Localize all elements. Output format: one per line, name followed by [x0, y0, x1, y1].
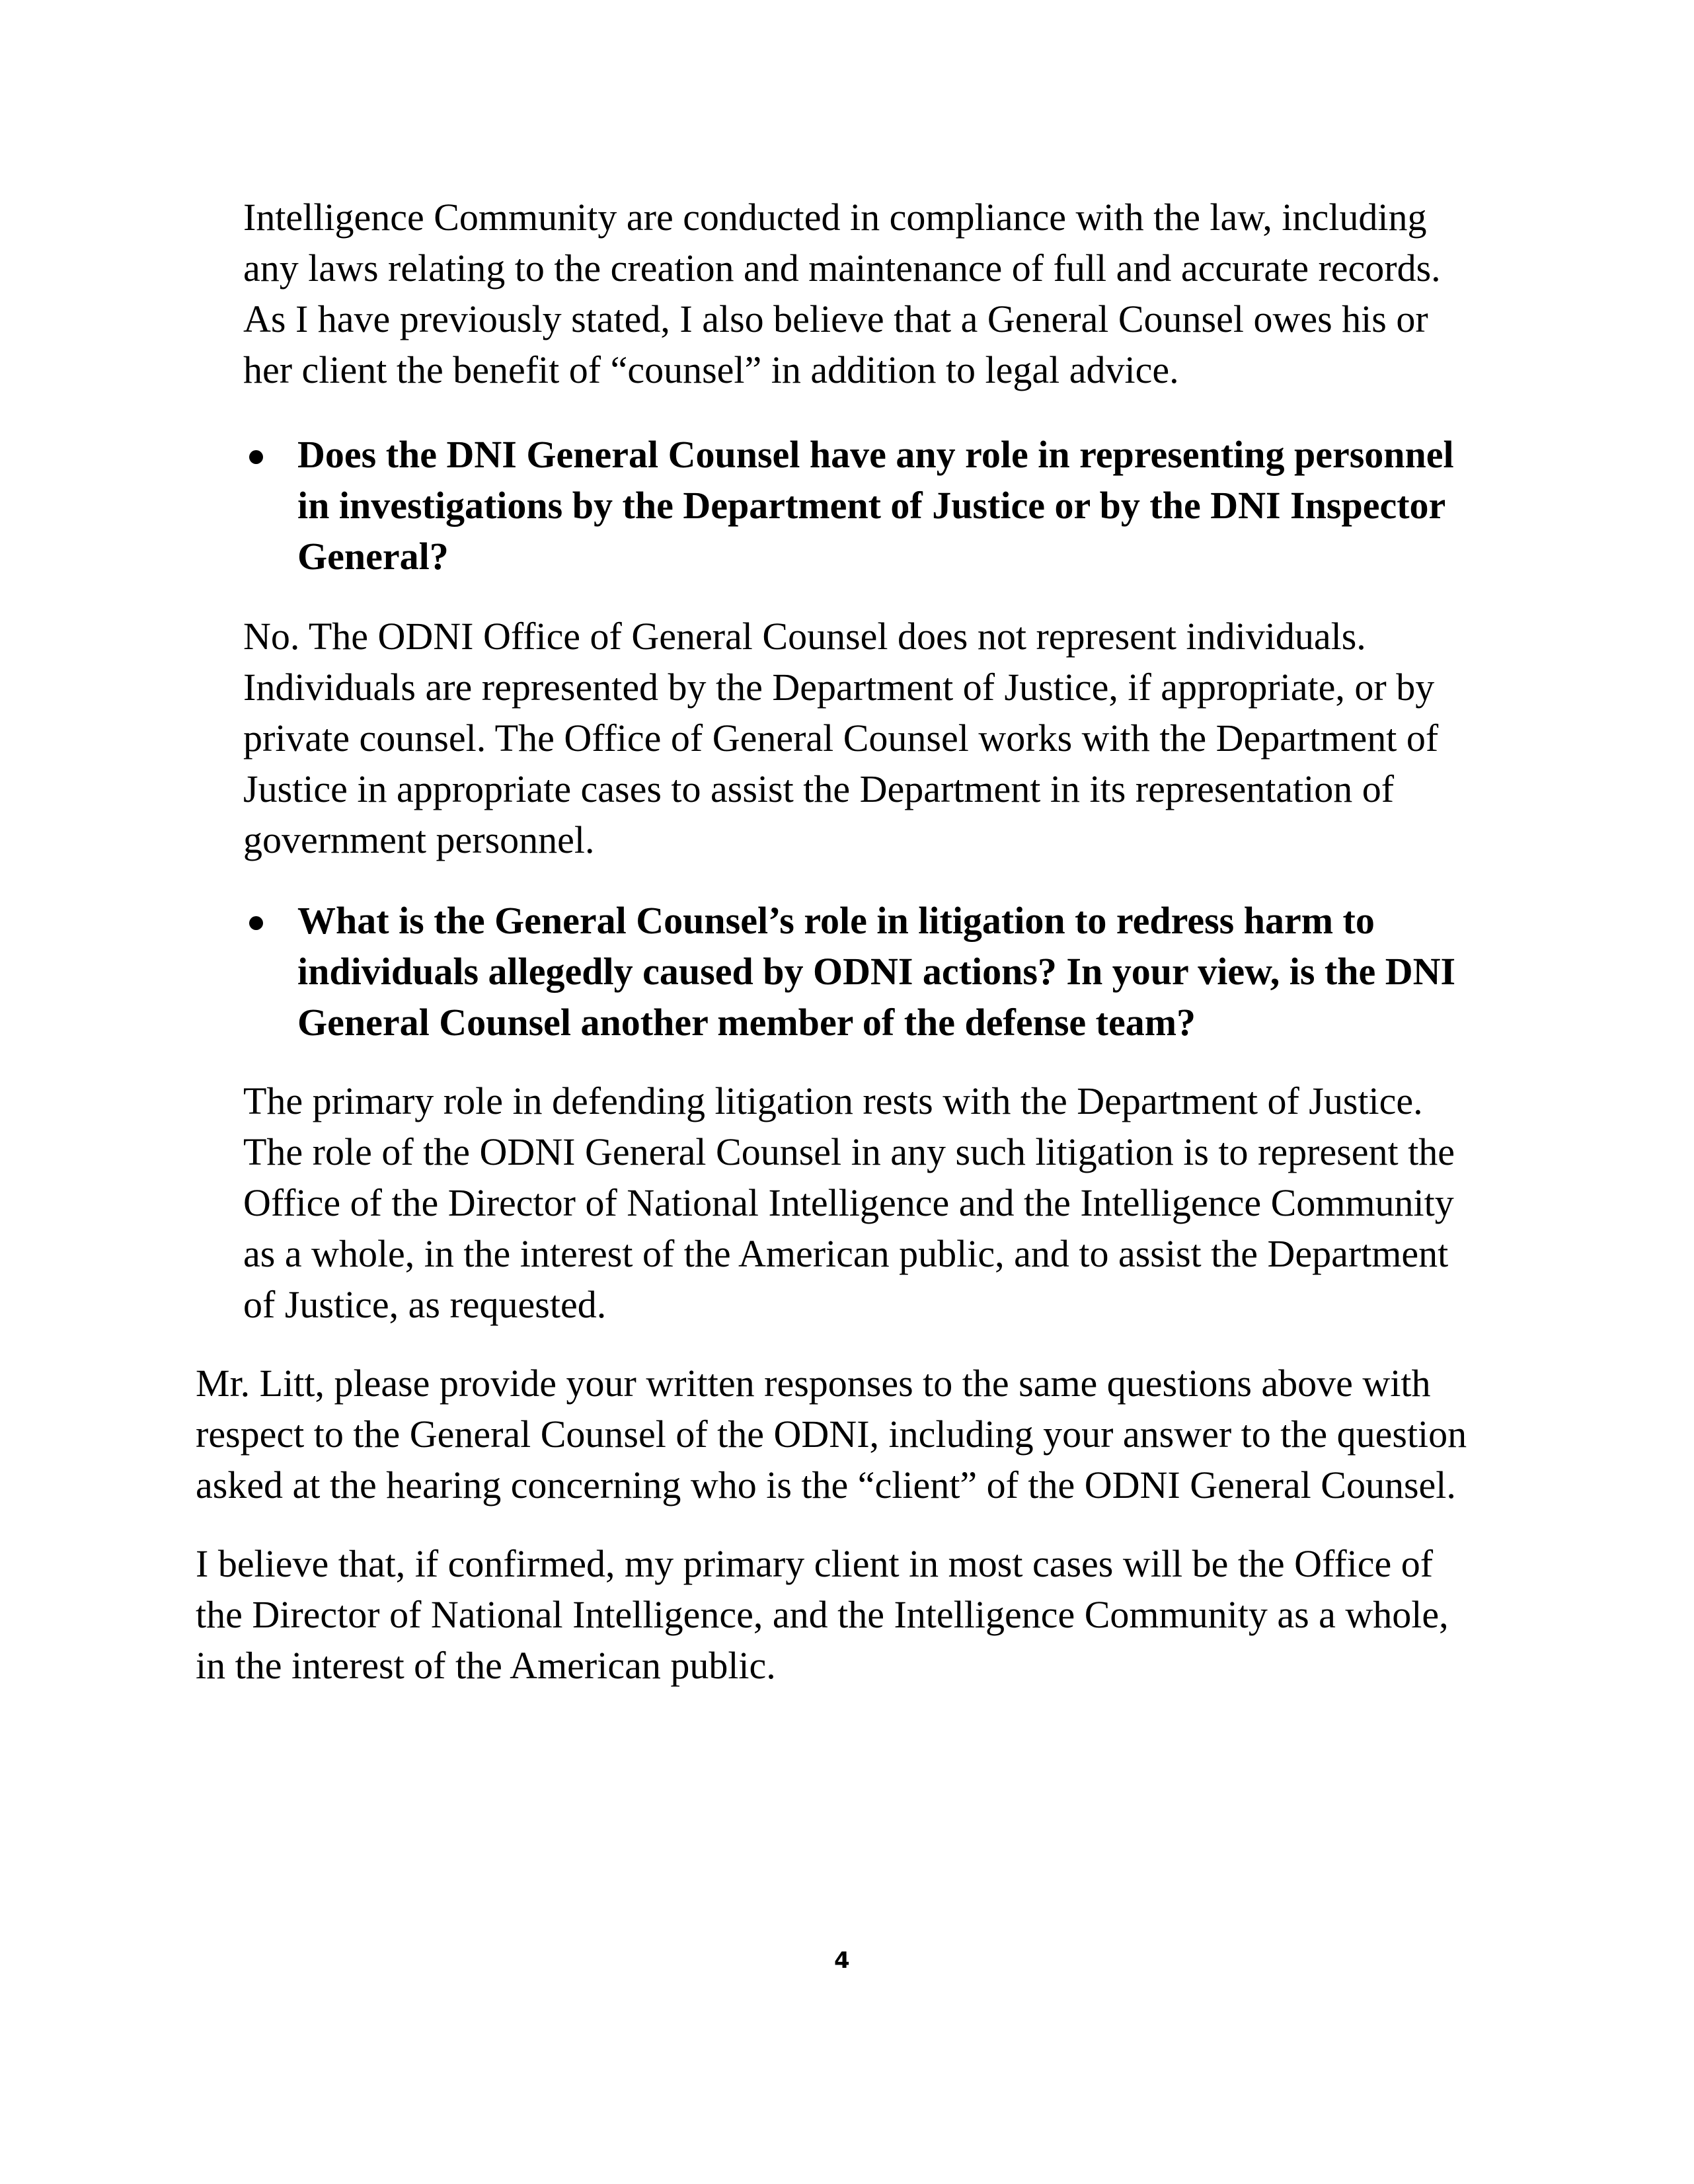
text-line: Office of the Director of National Intelligence and the Intelligence Community	[243, 1181, 1454, 1224]
text-line: her client the benefit of “counsel” in addition to legal advice.	[243, 348, 1179, 391]
text-line: Individuals are represented by the Department of Justice, if appropriate, or by	[243, 666, 1435, 709]
answer-paragraph-intro	[243, 192, 1441, 395]
text-line: Justice in appropriate cases to assist the Department in its representation of	[243, 767, 1395, 810]
text-line: General?	[297, 535, 449, 578]
page-number: 4	[834, 1947, 850, 1974]
text-line: Intelligence Community are conducted in compliance with the law, including	[243, 196, 1427, 239]
text-line: The primary role in defending litigation rests with the Department of Justice.	[243, 1079, 1423, 1122]
text-line: General Counsel another member of the defense team?	[297, 1001, 1196, 1044]
text-line: in the interest of the American public.	[196, 1644, 776, 1687]
text-line: private counsel. The Office of General Counsel works with the Department of	[243, 717, 1439, 760]
answer-paragraph-litigation	[243, 1075, 1455, 1330]
text-line: asked at the hearing concerning who is the “client” of the ODNI General Counsel.	[196, 1463, 1456, 1506]
text-line: as a whole, in the interest of the American public, and to assist the Department	[243, 1232, 1449, 1275]
answer-paragraph-client	[196, 1538, 1449, 1691]
text-line: in investigations by the Department of Justice or by the DNI Inspector	[297, 484, 1446, 527]
text-line: I believe that, if confirmed, my primary client in most cases will be the Office of	[196, 1542, 1434, 1585]
answer-paragraph-representation	[243, 611, 1438, 865]
bullet-icon	[249, 450, 263, 464]
text-line: of Justice, as requested.	[243, 1283, 607, 1326]
question-text	[297, 429, 1454, 582]
text-line: the Director of National Intelligence, and the Intelligence Community as a whole,	[196, 1593, 1449, 1636]
request-paragraph-client	[196, 1358, 1467, 1510]
text-line: individuals allegedly caused by ODNI actions? In your view, is the DNI	[297, 950, 1456, 993]
question-text	[297, 895, 1455, 1048]
text-line: any laws relating to the creation and maintenance of full and accurate records.	[243, 247, 1441, 290]
bullet-icon	[249, 916, 263, 930]
text-line: government personnel.	[243, 818, 595, 861]
text-line: Does the DNI General Counsel have any role in representing personnel	[297, 433, 1454, 476]
text-line: As I have previously stated, I also believe that a General Counsel owes his or	[243, 297, 1428, 340]
text-line: The role of the ODNI General Counsel in any such litigation is to represent the	[243, 1130, 1455, 1173]
text-line: No. The ODNI Office of General Counsel does not represent individuals.	[243, 615, 1366, 658]
text-line: Mr. Litt, please provide your written responses to the same questions above with	[196, 1362, 1431, 1405]
text-line: What is the General Counsel’s role in litigation to redress harm to	[297, 899, 1375, 942]
text-line: respect to the General Counsel of the ODNI, including your answer to the question	[196, 1413, 1467, 1456]
